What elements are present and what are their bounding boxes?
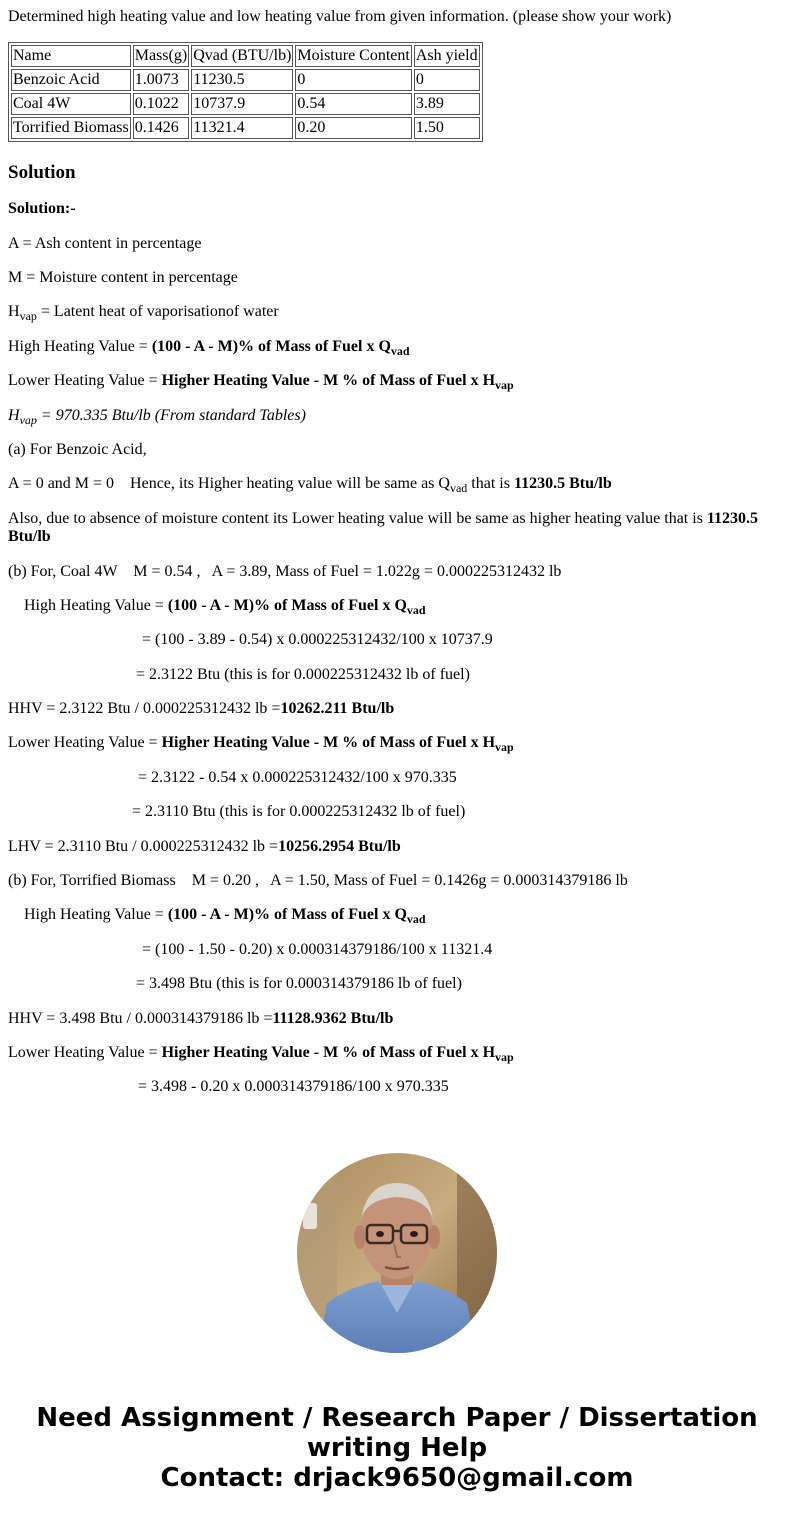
- footer-line-2: writing Help: [306, 1433, 488, 1463]
- part-c-lhv-formula: Lower Heating Value = Higher Heating Value - M % of Mass of Fuel x $H_{vap}$: [8, 1044, 514, 1064]
- author-photo: [297, 1153, 497, 1353]
- hvap-value: $H_{vap} = 970.335$ Btu/lb (From standard Tables): [8, 406, 306, 427]
- table-cell: Mass(g): [133, 45, 189, 67]
- table-cell: 0.20: [295, 117, 411, 139]
- data-table: [8, 42, 483, 142]
- table-cell: Qvad (BTU/lb): [191, 45, 293, 67]
- table-cell: 1.0073: [133, 69, 189, 91]
- part-b-title: (b) For, Coal 4W M = 0.54 , A = 3.89, Mass of Fuel = 1.022g = 0.000225312432 lb: [8, 562, 562, 580]
- part-b-calc-4: = 2.3110 Btu (this is for 0.000225312432 lb of fuel): [132, 803, 466, 821]
- part-a-title: (a) For Benzoic Acid,: [8, 440, 147, 458]
- part-b-hhv-result: HHV = 2.3122 Btu / 0.000225312432 lb =10262.211 Btu/lb: [8, 700, 395, 718]
- table-cell: 0.1022: [133, 93, 189, 115]
- part-b-calc-1: = (100 - 3.89 - 0.54) x 0.000225312432/100 x 10737.9: [142, 631, 493, 649]
- solution-heading: Solution: [8, 162, 76, 184]
- part-c-hhv-result: HHV = 3.498 Btu / 0.000314379186 lb =11128.9362 Btu/lb: [8, 1009, 394, 1027]
- hhv-formula: High Heating Value = (100 - A - M)% of Mass of Fuel x $Q_{vad}$: [8, 337, 410, 358]
- lhv-formula: Lower Heating Value = Higher Heating Value - M % of Mass of Fuel x $H_{vap}$: [8, 372, 514, 393]
- part-a-hhv: A = 0 and M = 0 Hence, its Higher heating value will be same as $Q_{vad}$ that is 11230.5 Btu/lb: [8, 475, 612, 496]
- solution-label: Solution:-: [8, 200, 76, 218]
- portrait-image: [297, 1153, 497, 1353]
- part-b-hhv-formula: High Heating Value = (100 - A - M)% of Mass of Fuel x $Q_{vad}$: [24, 596, 426, 617]
- definition-ash: A = Ash content in percentage: [8, 234, 202, 252]
- part-c-hhv-formula: High Heating Value = (100 - A - M)% of Mass of Fuel x $Q_{vad}$: [24, 906, 426, 927]
- part-a-lhv: Also, due to absence of moisture content its Lower heating value will be same as higher heating value that is 11230.5 Btu/lb: [8, 509, 759, 546]
- footer-line-1: Need Assignment / Research Paper / Dissertation: [36, 1403, 758, 1433]
- table-cell: 11230.5: [191, 69, 293, 91]
- part-b-calc-3: = 2.3122 - 0.54 x 0.000225312432/100 x 970.335: [138, 768, 457, 786]
- part-b-lhv-result: LHV = 2.3110 Btu / 0.000225312432 lb =10256.2954 Btu/lb: [8, 837, 401, 855]
- table-cell: 11321.4: [191, 117, 293, 139]
- table-cell: Benzoic Acid: [11, 69, 131, 91]
- table-row: [11, 69, 480, 91]
- table-cell: Name: [11, 45, 131, 67]
- footer-contact: Contact: drjack9650@gmail.com: [160, 1463, 634, 1493]
- part-c-title: (b) For, Torrified Biomass M = 0.20 , A = 1.50, Mass of Fuel = 0.1426g = 0.000314379186 lb: [8, 872, 628, 890]
- table-cell: Coal 4W: [11, 93, 131, 115]
- table-cell: Torrified Biomass: [11, 117, 131, 139]
- table-cell: 0: [295, 69, 411, 91]
- table-cell: 0.1426: [133, 117, 189, 139]
- definition-moisture: M = Moisture content in percentage: [8, 269, 238, 287]
- part-b-calc-2: = 2.3122 Btu (this is for 0.000225312432 lb of fuel): [136, 665, 470, 683]
- solution-content: [8, 0, 786, 1122]
- table-cell: 0.54: [295, 93, 411, 115]
- part-b-lhv-formula: Lower Heating Value = Higher Heating Value - M % of Mass of Fuel x $H_{vap}$: [8, 734, 514, 755]
- table-cell: 3.89: [414, 93, 480, 115]
- table-cell: 10737.9: [191, 93, 293, 115]
- table-row: [11, 117, 480, 139]
- question-text: Determined high heating value and low heating value from given information. (please show your work): [8, 8, 672, 25]
- table-cell: 1.50: [414, 117, 480, 139]
- table-header-row: [11, 45, 480, 67]
- table-cell: Ash yield: [414, 45, 480, 67]
- table-cell: Moisture Content: [295, 45, 411, 67]
- part-c-calc-2: = 3.498 Btu (this is for 0.000314379186 lb of fuel): [136, 975, 462, 993]
- part-c-calc-1: = (100 - 1.50 - 0.20) x 0.000314379186/100 x 11321.4: [142, 940, 493, 958]
- footer-banner: [0, 1403, 794, 1493]
- part-c-calc-3: = 3.498 - 0.20 x 0.000314379186/100 x 970.335: [138, 1078, 449, 1096]
- table-cell: 0: [414, 69, 480, 91]
- definition-hvap: $H_{vap}$ = Latent heat of vaporisationof water: [8, 303, 279, 324]
- table-row: [11, 93, 480, 115]
